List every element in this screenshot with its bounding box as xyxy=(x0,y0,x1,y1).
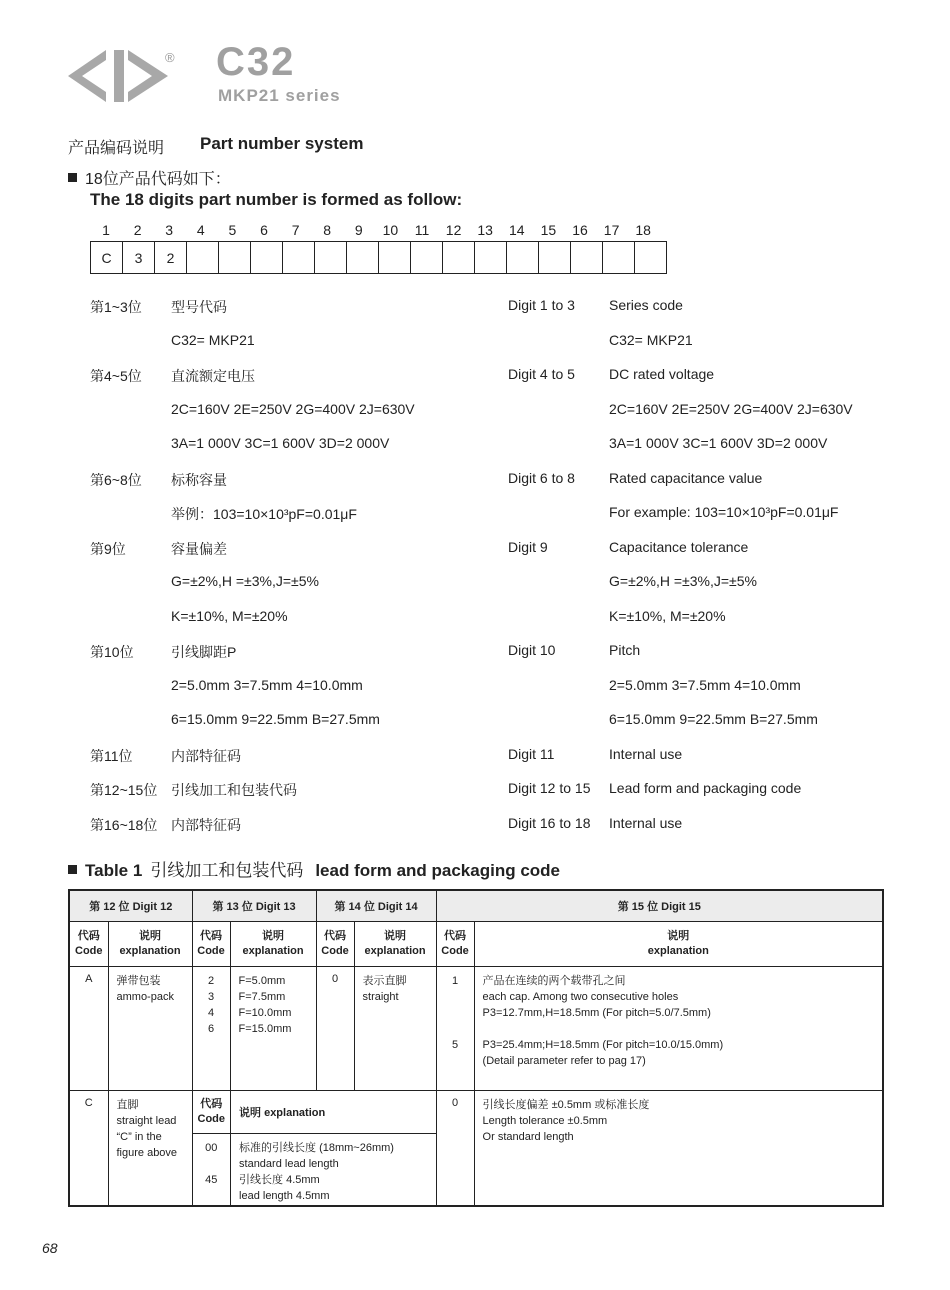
row-c3: Digit 6 to 8 xyxy=(508,469,575,486)
cell-code: 2 3 4 6 xyxy=(192,967,230,1091)
row-c2: G=±2%,H =±3%,J=±5% xyxy=(171,573,319,589)
subheader-code: 代码 Code xyxy=(436,922,474,967)
row-c2: 直流额定电压 xyxy=(171,368,255,384)
row-c1: 第9位 xyxy=(90,540,126,557)
row-c2: 内部特征码 xyxy=(171,816,241,833)
row-c2: 引线加工和包装代码 xyxy=(171,782,297,798)
row-c2: K=±10%, M=±20% xyxy=(171,607,288,624)
section-title-cn: 产品编码说明 xyxy=(68,140,165,157)
digit-number: 17 xyxy=(603,222,620,238)
digit-box xyxy=(283,242,315,274)
row-c3: Digit 12 to 15 xyxy=(508,780,591,796)
digit-box xyxy=(379,242,411,274)
row-c4: 2=5.0mm 3=7.5mm 4=10.0mm xyxy=(609,676,801,693)
row-c3: Digit 16 to 18 xyxy=(508,814,591,831)
row-c3: Digit 9 xyxy=(508,538,548,555)
cell-code: 0 xyxy=(316,967,354,1091)
digit-box: C xyxy=(91,242,123,274)
header-digit-12: 第 12 位 Digit 12 xyxy=(69,890,192,922)
intro-cn xyxy=(68,166,231,189)
cell-explanation: F=5.0mm F=7.5mm F=10.0mm F=15.0mm xyxy=(230,967,316,1091)
digit-number: 5 xyxy=(228,222,237,238)
cell-code: 0 xyxy=(436,1091,474,1207)
row-c2: 内部特征码 xyxy=(171,747,241,764)
row-c3: Digit 1 to 3 xyxy=(508,297,575,313)
digit-number: 12 xyxy=(445,222,462,238)
digit-box xyxy=(571,242,603,274)
row-c2: 标称容量 xyxy=(171,471,227,488)
table1-title-cn: 引线加工和包装代码 xyxy=(150,861,304,880)
row-c4: Internal use xyxy=(609,745,683,762)
intro-cn-text: 18位产品代码如下： xyxy=(85,171,231,188)
section-title-en: Part number system xyxy=(200,134,364,153)
table1-title xyxy=(68,856,560,881)
digit-box xyxy=(507,242,539,274)
straight-lead-subtable-cell xyxy=(192,1091,436,1207)
row-c2: 2C=160V 2E=250V 2G=400V 2J=630V xyxy=(171,400,415,417)
row-c2: 6=15.0mm 9=22.5mm B=27.5mm xyxy=(171,711,380,727)
digit-boxes xyxy=(90,241,667,274)
subheader-code: 代码 Code xyxy=(316,922,354,967)
row-c1: 第12~15位 xyxy=(90,782,158,798)
inner-explanations: 标准的引线长度 (18mm~26mm) standard lead length 引线长度 4.5mm lead length 4.5mm xyxy=(239,1141,394,1202)
row-c2: 容量偏差 xyxy=(171,540,227,557)
row-c1: 第10位 xyxy=(90,644,134,660)
digit-box xyxy=(475,242,507,274)
subheader-explanation: 说明 explanation xyxy=(354,922,436,967)
digit-number: 11 xyxy=(414,222,430,238)
digit-box xyxy=(219,242,251,274)
straight-lead-subtable xyxy=(193,1091,436,1205)
row-c2: 3A=1 000V 3C=1 600V 3D=2 000V xyxy=(171,435,390,451)
bullet-icon xyxy=(68,173,77,182)
row-c4: DC rated voltage xyxy=(609,366,715,382)
digit-number: 6 xyxy=(260,222,268,238)
intro-en: The 18 digits part number is formed as follow: xyxy=(90,190,463,209)
bullet-icon xyxy=(68,865,77,874)
row-c4: K=±10%, M=±20% xyxy=(609,607,726,624)
row-c1: 第4~5位 xyxy=(90,368,142,384)
row-c4: For example: 103=10×10³pF=0.01μF xyxy=(609,504,839,520)
digit-number: 13 xyxy=(477,222,493,238)
page-number: 68 xyxy=(42,1240,58,1256)
header-digit-15: 第 15 位 Digit 15 xyxy=(436,890,883,922)
subheader-explanation: 说明 explanation xyxy=(230,922,316,967)
row-c2: 型号代码 xyxy=(171,299,227,315)
digit-number: 15 xyxy=(540,222,557,238)
table1-label: Table 1 xyxy=(85,861,143,880)
row-c2: 举例：103=10×10³pF=0.01μF xyxy=(171,506,357,522)
subheader-code: 代码 Code xyxy=(192,922,230,967)
row-c4: G=±2%,H =±3%,J=±5% xyxy=(609,573,757,589)
digit-box: 2 xyxy=(155,242,187,274)
row-c4: Lead form and packaging code xyxy=(609,780,802,796)
subheader-explanation: 说明 explanation xyxy=(108,922,192,967)
row-c4: 3A=1 000V 3C=1 600V 3D=2 000V xyxy=(609,435,828,451)
digit-number: 14 xyxy=(509,222,525,238)
row-c4: Rated capacitance value xyxy=(609,469,763,486)
digit-number: 18 xyxy=(635,222,651,238)
row-c4: C32= MKP21 xyxy=(609,331,693,348)
header-digit-14: 第 14 位 Digit 14 xyxy=(316,890,436,922)
digit-number: 16 xyxy=(572,222,588,238)
cell-explanation: 直脚 straight lead “C” in the figure above xyxy=(108,1091,192,1207)
brand-logo xyxy=(66,44,170,106)
digit-box xyxy=(251,242,283,274)
subheader-code: 代码 Code xyxy=(69,922,108,967)
series-subtitle: MKP21 series xyxy=(218,86,341,105)
cell-explanation: 引线长度偏差 ±0.5mm 或标准长度 Length tolerance ±0.5mm Or standard length xyxy=(474,1091,883,1207)
digit-box xyxy=(603,242,635,274)
cell-explanation: 弹带包装 ammo-pack xyxy=(108,967,192,1091)
registered-mark: ® xyxy=(165,50,175,65)
row-c1: 第11位 xyxy=(90,747,133,764)
digit-number: 3 xyxy=(165,222,174,238)
digit-number: 10 xyxy=(382,222,399,238)
cell-code: A xyxy=(69,967,108,1091)
digit-number: 9 xyxy=(354,222,363,238)
row-c4: Internal use xyxy=(609,814,683,831)
header-digit-13: 第 13 位 Digit 13 xyxy=(192,890,316,922)
row-c4: Capacitance tolerance xyxy=(609,538,749,555)
digit-box xyxy=(635,242,667,274)
digit-number: 1 xyxy=(102,222,110,238)
subheader-explanation: 说明 explanation xyxy=(474,922,883,967)
digit-box xyxy=(315,242,347,274)
cell-code: 1 5 xyxy=(436,967,474,1091)
digit-box xyxy=(347,242,379,274)
inner-code-header: 代码 Code xyxy=(193,1091,231,1133)
row-c4: 2C=160V 2E=250V 2G=400V 2J=630V xyxy=(609,400,853,417)
inner-explanation-header: 说明 explanation xyxy=(231,1091,436,1133)
row-c3: Digit 4 to 5 xyxy=(508,366,575,382)
row-c3: Digit 10 xyxy=(508,642,556,658)
digit-box xyxy=(411,242,443,274)
row-c4: Series code xyxy=(609,297,683,313)
row-c4: Pitch xyxy=(609,642,641,658)
row-c2: 2=5.0mm 3=7.5mm 4=10.0mm xyxy=(171,676,363,693)
digit-box: 3 xyxy=(123,242,155,274)
digit-number: 7 xyxy=(291,222,300,238)
lead-packaging-table xyxy=(68,889,884,1207)
row-c3: Digit 11 xyxy=(508,745,555,762)
row-c1: 第1~3位 xyxy=(90,299,142,315)
inner-codes: 00 45 xyxy=(193,1133,231,1205)
row-c2: 引线脚距P xyxy=(171,644,237,660)
digit-number: 8 xyxy=(323,222,332,238)
row-c2: C32= MKP21 xyxy=(171,331,255,348)
digit-box xyxy=(539,242,571,274)
cell-explanation: 产品在连续的两个载带孔之间 each cap. Among two consecutive holes P3=12.7mm,H=18.5mm (For pitch=5.0/7.5mm) P3=25.4mm;H=18.5mm (For pitch=10.0/15.0mm) (Detail parameter refer to pag 17) xyxy=(474,967,883,1091)
table1-title-en: lead form and packaging code xyxy=(315,861,560,880)
row-c1: 第6~8位 xyxy=(90,471,142,488)
digit-box xyxy=(187,242,219,274)
row-c4: 6=15.0mm 9=22.5mm B=27.5mm xyxy=(609,711,818,727)
digit-box xyxy=(443,242,475,274)
digit-number: 4 xyxy=(196,222,205,238)
model-title: C32 xyxy=(216,40,296,84)
row-c1: 第16~18位 xyxy=(90,816,158,833)
digit-number: 2 xyxy=(133,222,142,238)
cell-explanation: 表示直脚 straight xyxy=(354,967,436,1091)
cell-code: C xyxy=(69,1091,108,1207)
